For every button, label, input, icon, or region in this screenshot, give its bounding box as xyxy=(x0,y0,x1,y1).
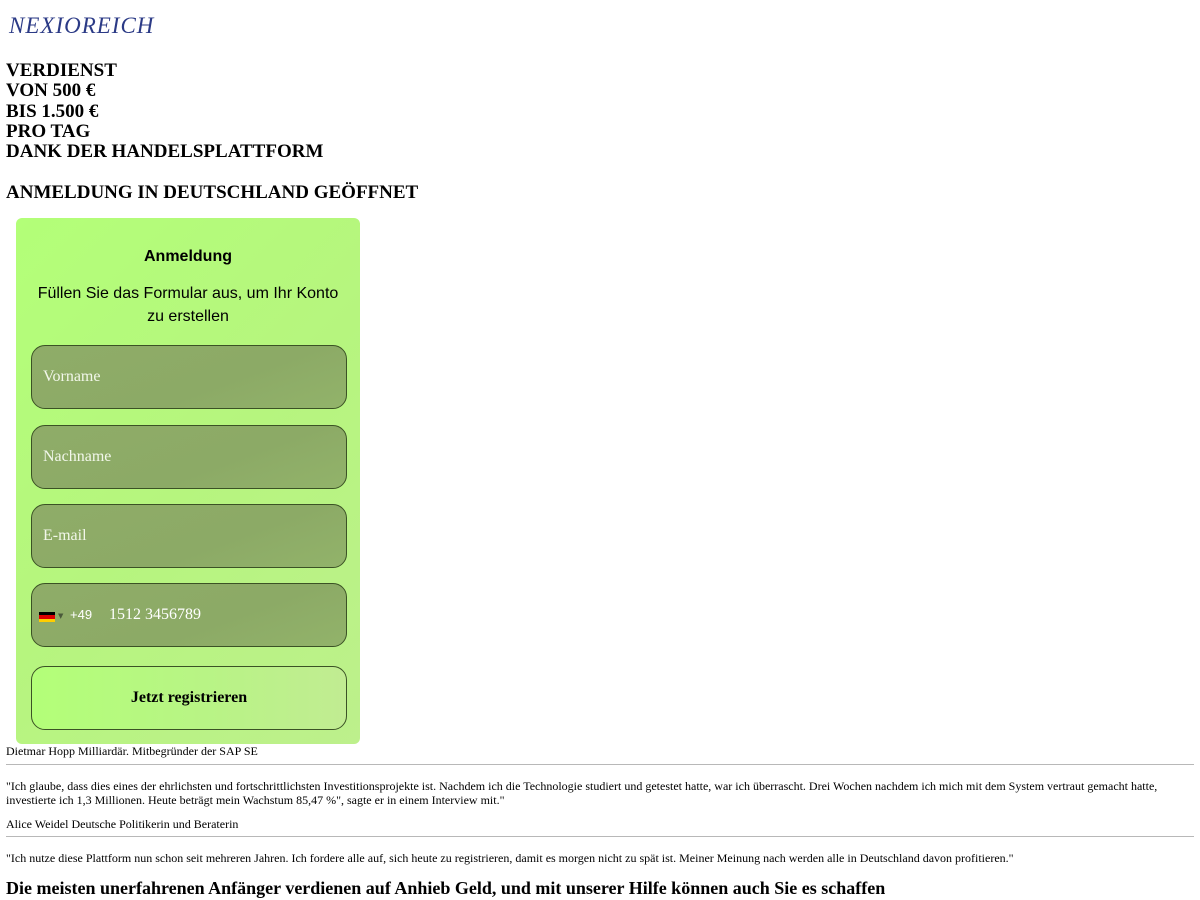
last-name-input[interactable] xyxy=(32,426,346,488)
phone-country-code: +49 xyxy=(70,607,93,622)
first-name-input[interactable] xyxy=(32,346,346,408)
hero-headline xyxy=(6,61,323,162)
registration-form xyxy=(16,218,360,744)
divider xyxy=(6,836,1194,837)
chevron-down-icon[interactable]: ▼ xyxy=(58,612,64,620)
form-title: Anmeldung xyxy=(144,248,232,265)
headline-line: PRO TAG xyxy=(6,120,91,142)
email-input[interactable] xyxy=(32,505,346,567)
email-field-wrapper xyxy=(31,504,347,568)
testimonial-author: Dietmar Hopp Milliardär. Mitbegründer der SAP SE xyxy=(6,744,258,758)
phone-field-wrapper xyxy=(31,583,347,647)
divider xyxy=(6,764,1194,765)
brand-logo: NEXIOREICH xyxy=(9,13,155,38)
registration-open-notice: ANMELDUNG IN DEUTSCHLAND GEÖFFNET xyxy=(6,182,419,203)
headline-line: VERDIENST xyxy=(6,60,117,81)
testimonial-quote: "Ich glaube, dass dies eines der ehrlichsten und fortschrittlichsten Investitionsprojekte ist. Nachdem ich die Technologie studiert und getestet hatte, war ich überrascht. Drei Wochen nachdem ich mich mit dem System vertraut gemacht hatte, investierte ich 1,3 Millionen. Heute beträgt mein Wachstum 85,47 %", sagte er in einem Interview mit." xyxy=(6,779,1158,807)
headline-line: DANK DER HANDELSPLATTFORM xyxy=(6,141,324,163)
phone-input[interactable] xyxy=(98,584,346,646)
first-name-field-wrapper xyxy=(31,345,347,409)
headline-line: BIS 1.500 € xyxy=(6,100,99,122)
testimonial-quote: "Ich nutze diese Plattform nun schon seit mehreren Jahren. Ich fordere alle auf, sich heute zu registrieren, damit es morgen nicht zu spät ist. Meiner Meinung nach werden alle in Deutschland davon profitieren." xyxy=(6,851,1014,865)
testimonial-author: Alice Weidel Deutsche Politikerin und Beraterin xyxy=(6,817,239,831)
register-button[interactable]: Jetzt registrieren xyxy=(31,666,347,730)
footer-headline: Die meisten unerfahrenen Anfänger verdienen auf Anhieb Geld, und mit unserer Hilfe können auch Sie es schaffen xyxy=(6,878,886,898)
last-name-field-wrapper xyxy=(31,425,347,489)
germany-flag-icon[interactable] xyxy=(39,612,55,622)
form-subtitle: Füllen Sie das Formular aus, um Ihr Konto zu erstellen xyxy=(37,285,339,325)
headline-line: VON 500 € xyxy=(6,80,96,102)
